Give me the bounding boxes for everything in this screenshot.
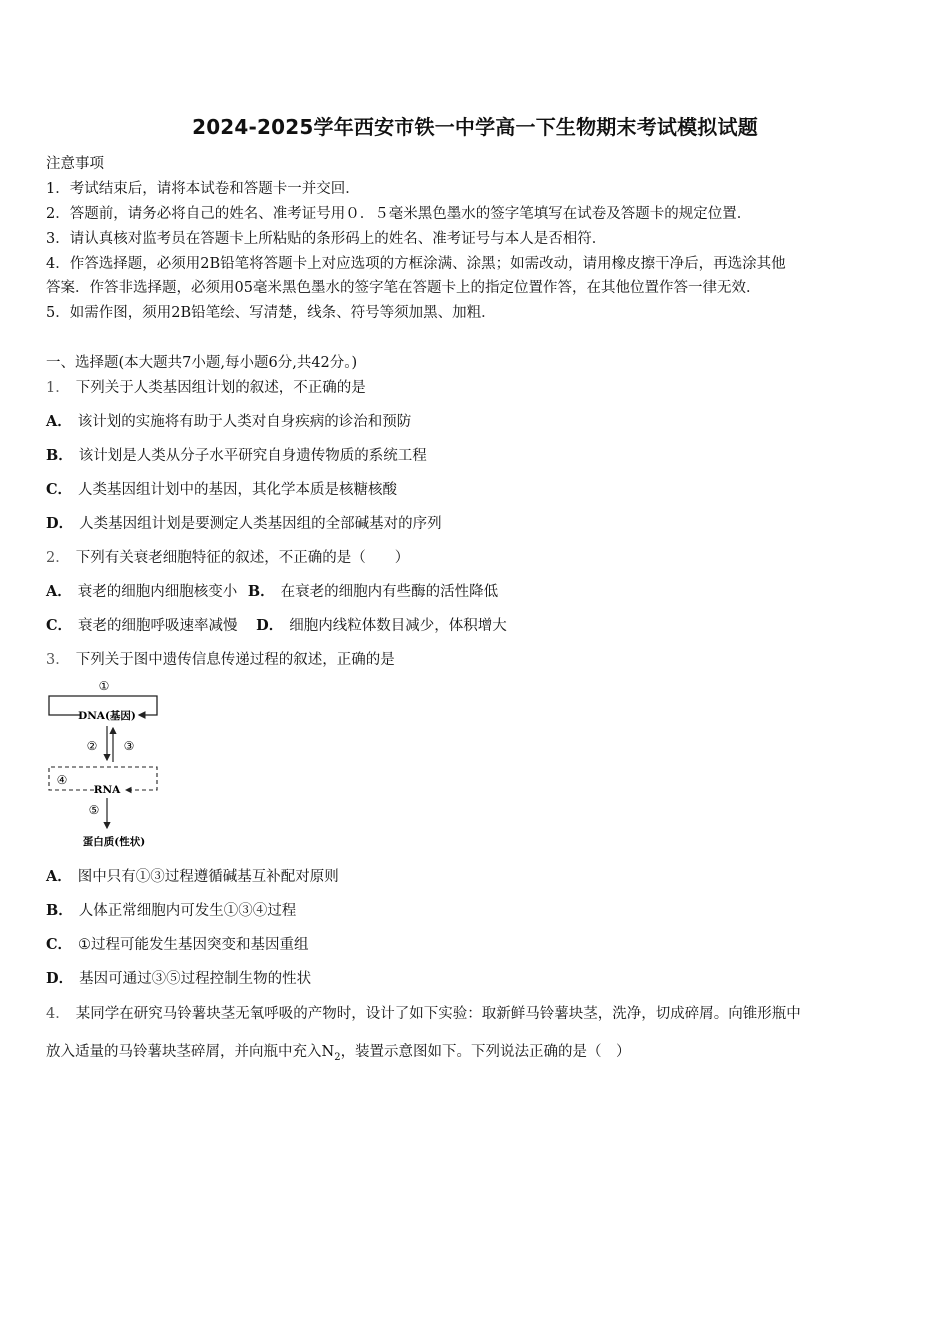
- rna-label: RNA: [93, 784, 121, 796]
- q1-option-d: [46, 512, 442, 533]
- question-4-stem-line-1: [46, 1002, 801, 1023]
- subscript: 2: [334, 1051, 341, 1063]
- option-label: B．: [247, 583, 275, 600]
- notice-item: 5．如需作图，须用2B铅笔绘、写清楚，线条、符号等须加黑、加粗．: [46, 305, 496, 321]
- option-text: 衰老的细胞内细胞核变小: [77, 584, 238, 600]
- question-2-stem: [46, 546, 409, 567]
- option-label: A．: [46, 868, 72, 885]
- question-4-stem-line-2: [46, 1040, 631, 1063]
- question-3-stem: [46, 648, 395, 669]
- option-text: 人类基因组计划是要测定人类基因组的全部碱基对的序列: [79, 516, 442, 532]
- option-label: C．: [46, 936, 73, 953]
- process-label-2: ②: [86, 739, 98, 753]
- question-text: 某同学在研究马铃薯块茎无氧呼吸的产物时，设计了如下实验：取新鲜马铃薯块茎，洗净，切成碎屑。向锥形瓶中: [75, 1006, 801, 1022]
- option-text: 在衰老的细胞内有些酶的活性降低: [280, 584, 499, 600]
- q1-option-b: [46, 444, 427, 465]
- option-text: 该计划的实施将有助于人类对自身疾病的诊治和预防: [77, 414, 412, 430]
- question-text: 放入适量的马铃薯块茎碎屑，并向瓶中充入N: [46, 1044, 335, 1060]
- option-label: A．: [46, 583, 72, 600]
- question-number: 1．: [46, 380, 70, 396]
- question-1-stem: [46, 376, 366, 397]
- notice-item: 4．作答选择题，必须用2B铅笔将答题卡上对应选项的方框涂满、涂黑；如需改动，请用橡皮擦干净后，再选涂其他: [46, 256, 786, 272]
- option-label: B．: [46, 902, 73, 919]
- section-heading: 一、选择题(本大题共7小题,每小题6分,共42分。): [46, 355, 358, 371]
- q3-option-c: [46, 933, 309, 954]
- q2-options-row-2: [46, 614, 507, 635]
- process-label-5: ⑤: [88, 803, 100, 817]
- q2-options-row-1: [46, 580, 498, 601]
- option-label: C．: [46, 481, 73, 498]
- dna-label: DNA(基因): [78, 710, 136, 722]
- option-text: 人类基因组计划中的基因，其化学本质是核糖核酸: [78, 482, 398, 498]
- notice-item: 3．请认真核对监考员在答题卡上所粘贴的条形码上的姓名、准考证号与本人是否相符．: [46, 231, 607, 247]
- option-text: 细胞内线粒体数目减少，体积增大: [289, 618, 507, 634]
- option-label: D．: [46, 970, 74, 987]
- option-label: A．: [46, 413, 72, 430]
- question-text: 下列关于图中遗传信息传递过程的叙述，正确的是: [75, 652, 395, 668]
- option-text: 基因可通过③⑤过程控制生物的性状: [79, 971, 312, 987]
- option-label: B．: [46, 447, 73, 464]
- option-label: D．: [46, 515, 74, 532]
- option-text: 衰老的细胞呼吸速率减慢: [78, 618, 238, 634]
- notice-item: 答案．作答非选择题，必须用05毫米黑色墨水的签字笔在答题卡上的指定位置作答，在其他位置作答一律无效．: [46, 280, 761, 296]
- option-label: C．: [46, 617, 73, 634]
- option-text: ①过程可能发生基因突变和基因重组: [78, 937, 309, 953]
- question-number: 2．: [46, 550, 70, 566]
- q3-option-a: [46, 865, 339, 886]
- question-text: ，装置示意图如下。下列说法正确的是（ ）: [340, 1044, 631, 1060]
- process-label-3: ③: [123, 739, 135, 753]
- option-label: D．: [256, 617, 284, 634]
- option-text: 该计划是人类从分子水平研究自身遗传物质的系统工程: [78, 448, 427, 464]
- notice-heading: 注意事项: [46, 156, 104, 172]
- question-number: 3．: [46, 652, 70, 668]
- q1-option-a: [46, 410, 411, 431]
- notice-item: 2．答题前，请务必将自己的姓名、准考证号用０．５毫米黑色墨水的签字笔填写在试卷及答题卡的规定位置．: [46, 206, 752, 222]
- process-label-4: ④: [56, 773, 68, 787]
- question-number: 4．: [46, 1006, 70, 1022]
- central-dogma-diagram: [44, 676, 174, 856]
- question-text: 下列有关衰老细胞特征的叙述，不正确的是（ ）: [75, 550, 410, 566]
- question-text: 下列关于人类基因组计划的叙述，不正确的是: [75, 380, 366, 396]
- option-text: 图中只有①③过程遵循碱基互补配对原则: [77, 869, 339, 885]
- page-title: 2024-2025学年西安市铁一中学高一下生物期末考试模拟试题: [192, 115, 758, 139]
- q1-option-c: [46, 478, 397, 499]
- notice-item: 1．考试结束后，请将本试卷和答题卡一并交回．: [46, 181, 360, 197]
- q3-option-d: [46, 967, 311, 988]
- q3-option-b: [46, 899, 296, 920]
- option-text: 人体正常细胞内可发生①③④过程: [78, 903, 297, 919]
- process-label-1: ①: [98, 679, 110, 693]
- protein-label: 蛋白质(性状): [82, 836, 146, 848]
